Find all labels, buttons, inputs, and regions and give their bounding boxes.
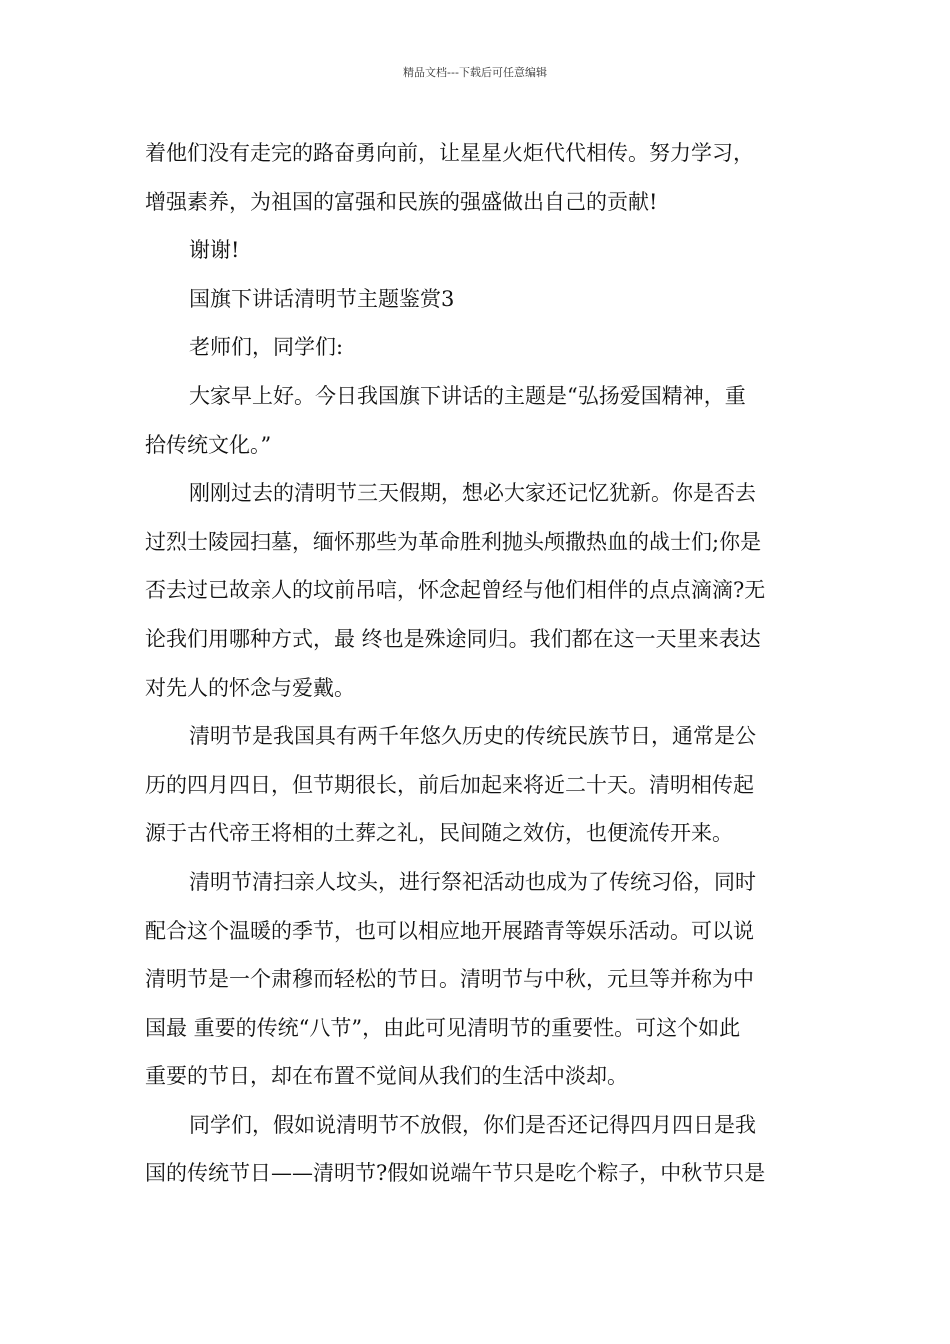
text-line: 重要的节日，却在布置不觉间从我们的生活中淡却。: [145, 1064, 628, 1089]
text-line: 增强素养，为祖国的富强和民族的强盛做出自己的贡献!: [145, 189, 658, 214]
text-line: 清明节是一个肃穆而轻松的节日。清明节与中秋，元旦等并称为中: [145, 967, 754, 992]
page-header: 精品文档---下载后可任意编辑: [403, 66, 547, 79]
section-title: 国旗下讲话清明节主题鉴赏3: [189, 286, 455, 311]
text-line: 拾传统文化。”: [145, 432, 272, 457]
text-line: 清明节清扫亲人坟头，进行祭祀活动也成为了传统习俗，同时: [189, 869, 756, 894]
text-line: 历的四月四日，但节期很长，前后加起来将近二十天。清明相传起: [145, 772, 754, 797]
text-line: 国最 重要的传统“八节”，由此可见清明节的重要性。可这个如此: [145, 1015, 741, 1040]
text-line: 源于古代帝王将相的土葬之礼，民间随之效仿，也便流传开来。: [145, 821, 733, 846]
text-line: 论我们用哪种方式，最 终也是殊途同归。我们都在这一天里来表达: [145, 626, 761, 651]
text-line: 大家早上好。今日我国旗下讲话的主题是“弘扬爱国精神，重: [189, 383, 746, 408]
text-line: 对先人的怀念与爱戴。: [145, 675, 355, 700]
text-line: 国的传统节日——清明节?假如说端午节只是吃个粽子，中秋节只是: [145, 1161, 766, 1186]
text-line: 过烈士陵园扫墓，缅怀那些为革命胜利抛头颅撒热血的战士们;你是: [145, 529, 762, 554]
text-line: 刚刚过去的清明节三天假期，想必大家还记忆犹新。你是否去: [189, 481, 756, 506]
text-line: 着他们没有走完的路奋勇向前，让星星火炬代代相传。努力学习，: [145, 141, 754, 165]
document-body: [145, 129, 807, 1198]
text-line: 同学们，假如说清明节不放假，你们是否还记得四月四日是我: [189, 1112, 756, 1137]
text-line: 谢谢!: [189, 238, 240, 263]
salutation: 老师们，同学们:: [189, 335, 344, 360]
text-line: 清明节是我国具有两千年悠久历史的传统民族节日，通常是公: [189, 724, 756, 749]
text-line: 配合这个温暖的季节，也可以相应地开展踏青等娱乐活动。可以说: [145, 918, 754, 943]
text-line: 否去过已故亲人的坟前吊唁，怀念起曾经与他们相伴的点点滴滴?无: [145, 578, 766, 603]
